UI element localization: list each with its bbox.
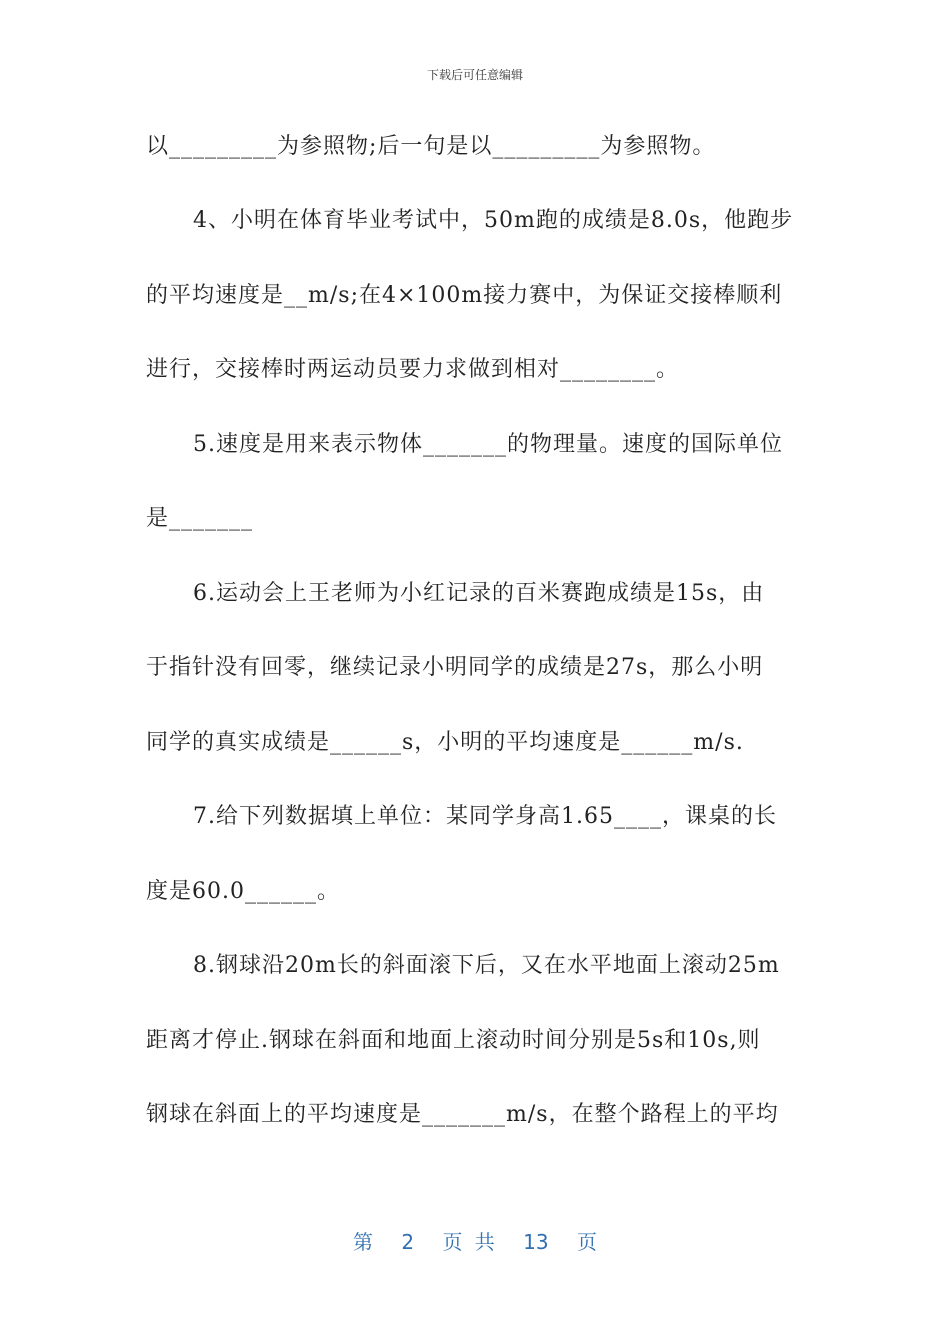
page-header: 下载后可任意编辑 — [426, 68, 523, 82]
question-4-line-2: 的平均速度是__m/s;在4×100m接力赛中，为保证交接棒顺利 — [146, 283, 783, 308]
question-5-line-2: 是_______ — [146, 506, 254, 531]
question-7-line-1: 7.给下列数据填上单位：某同学身高1.65____，课桌的长 — [193, 804, 777, 829]
question-7-line-2: 度是60.0______。 — [146, 879, 340, 904]
footer-end-label: 页 — [576, 1230, 597, 1254]
footer-current-page: 2 — [401, 1230, 415, 1254]
footer-total-label: 页 共 — [442, 1230, 495, 1254]
question-8-line-3: 钢球在斜面上的平均速度是_______m/s，在整个路程上的平均 — [146, 1102, 779, 1127]
text-line-1: 以_________为参照物;后一句是以_________为参照物。 — [146, 134, 716, 159]
footer-page-label: 第 — [353, 1230, 373, 1254]
question-4-line-3: 进行，交接棒时两运动员要力求做到相对________。 — [146, 357, 680, 382]
question-6-line-1: 6.运动会上王老师为小红记录的百米赛跑成绩是15s，由 — [193, 581, 765, 606]
question-8-line-1: 8.钢球沿20m长的斜面滚下后，又在水平地面上滚动25m — [193, 953, 780, 978]
question-6-line-3: 同学的真实成绩是______s，小明的平均速度是______m/s. — [146, 730, 744, 755]
question-6-line-2: 于指针没有回零，继续记录小明同学的成绩是27s，那么小明 — [146, 655, 764, 680]
question-8-line-2: 距离才停止.钢球在斜面和地面上滚动时间分别是5s和10s,则 — [146, 1028, 761, 1053]
page-footer — [0, 1226, 950, 1255]
footer-total-pages: 13 — [523, 1230, 549, 1254]
question-4-line-1: 4、小明在体育毕业考试中，50m跑的成绩是8.0s，他跑步 — [193, 208, 794, 233]
question-5-line-1: 5.速度是用来表示物体_______的物理量。速度的国际单位 — [193, 432, 783, 457]
